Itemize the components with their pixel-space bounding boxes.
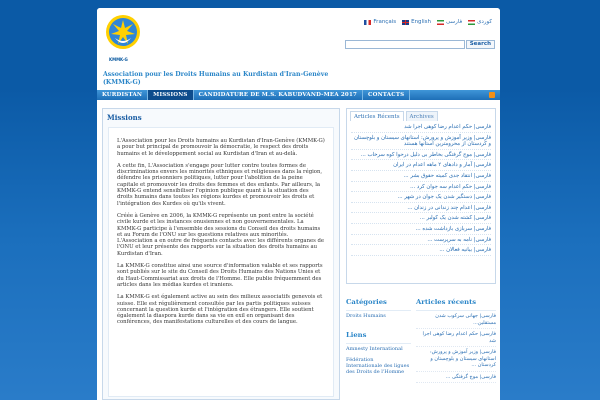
external-link[interactable]: Amnesty International <box>346 346 403 353</box>
widget-title-links: Liens <box>346 329 411 344</box>
list-item[interactable]: فارسی| انتقاد جدی کمیته حقوق بشر ... <box>351 172 491 182</box>
language-ku[interactable] <box>468 19 492 25</box>
list-item[interactable]: فارسی| نامه به سرپرست ... <box>351 236 491 246</box>
page-title: Missions <box>107 113 142 122</box>
header <box>97 8 500 90</box>
list-item[interactable]: فارسی| سربازی بازداشت شده ... <box>351 225 491 235</box>
main-content <box>102 108 340 400</box>
language-label: کوردی <box>477 19 492 25</box>
page <box>97 8 500 400</box>
flag-icon <box>364 20 371 25</box>
paragraph: Créée à Genève en 2006, la KMMK-G représente un pont entre la société civile kurde et les instances onusiennes et non gouvernementales. La KMMK-G participe à l'ensemble des sessions du Conseil des droits humains et au Forum de l'ONU sur les questions relatives aux minorités. L'Association a en outre de fréquents contacts avec les différents organes de l'ONU et leur présente des rapports sur la situation des droits humains au Kurdistan d'Iran. <box>117 212 325 257</box>
flag-icon <box>468 20 475 25</box>
list-item[interactable]: فارسی| آمار و دادهای ۲ ماهه اعدام در ایران <box>351 161 491 171</box>
tab-archives[interactable]: Archives <box>406 111 438 121</box>
flag-icon <box>437 20 444 25</box>
language-label: فارسی <box>445 19 463 25</box>
paragraph: La KMMK-G constitue ainsi une source d'information valable et ses rapports sont publiés sur le site du Conseil des Droits Humains des Nations Unies et du Haut-Commissariat aux droits de l'Homme. Elle publie fréquemment des articles dans les médias kurdes et iraniens. <box>117 263 323 288</box>
external-link[interactable]: Fédération Internationale des ligues des Droits de l'Homme <box>346 356 410 376</box>
language-fr[interactable] <box>364 19 396 25</box>
list-item[interactable]: فارسی| دستگیر شدن یک جوان در شهر ... <box>351 193 491 203</box>
language-fa[interactable] <box>437 19 462 25</box>
widget-title-recent: Articles récents <box>416 296 496 311</box>
list-item[interactable]: فارسی| بیانیه فعالان ... <box>351 246 491 256</box>
kmmk-logo[interactable] <box>105 14 141 57</box>
widget-column-right <box>416 296 496 383</box>
sidebar-recent-articles <box>346 108 496 284</box>
article-list <box>347 121 495 259</box>
recent-article-link[interactable]: فارسی| حکم اعدام رضا کوهی اجرا شد <box>416 329 496 347</box>
category-link[interactable]: Droits Humains <box>346 313 386 319</box>
search-button[interactable]: Search <box>466 40 495 49</box>
site-title[interactable]: Association pour les Droits Humains au Kurdistan d'Iran-Genève (KMMK-G) <box>103 71 329 86</box>
paragraph: La KMMK-G est également active au sein des milieux associatifs genevois et suisse. Elle est régulièrement consultée par les partis politiques suisses concernant la question kurde et l'intégration des étrangers. Elle soutient également la diaspora kurde dans sa vie en exil en organisant des conférences, des manifestations culturelles et des cours de langue. <box>117 294 323 326</box>
list-item[interactable]: فارسی| کشته شدن یک کولبر ... <box>351 214 491 224</box>
recent-article-link[interactable]: فارسی| وزیر آموزش و پرورش: استانهای سیستان و بلوچستان و کردستان ... <box>416 347 496 372</box>
list-item[interactable]: فارسی| حکم اعدام سه جوان کرد ... <box>351 183 491 193</box>
language-label: Français <box>373 19 397 25</box>
article-body <box>108 127 334 397</box>
paragraph: L'Association pour les Droits humains au Kurdistan d'Iran-Genève (KMMK-G) a pour but principal de promouvoir la démocratie, le respect des droits humains et le développement social au Kurdistan d'Iran et au-delà. <box>117 138 325 157</box>
main-nav <box>97 90 500 100</box>
nav-item-candidature[interactable]: CANDIDATURE DE M.S. KABUDVAND-MEA 2017 <box>194 90 363 100</box>
recent-article-link[interactable]: فارسی| موج گرفتگی ... <box>416 372 496 384</box>
sidebar-tabs <box>347 109 495 121</box>
nav-item-kurdistan[interactable]: KURDISTAN <box>97 90 148 100</box>
logo-caption: KMMK-G <box>109 57 128 62</box>
nav-item-missions[interactable]: MISSIONS <box>148 90 193 100</box>
language-switcher <box>364 19 492 25</box>
widgets <box>346 296 496 400</box>
widget-title-categories: Catégories <box>346 296 411 311</box>
search-form <box>345 40 495 49</box>
rss-icon[interactable] <box>489 92 495 98</box>
language-label: English <box>411 19 431 25</box>
tab-recent-articles[interactable]: Articles Récents <box>350 111 404 121</box>
language-en[interactable] <box>402 19 431 25</box>
list-item[interactable]: فارسی| موج گرفتگی بخاطر بی دلیل درحوا کوه سرخاب ... <box>351 151 491 161</box>
paragraph: A cette fin, L'Association s'engage pour lutter contre toutes formes de discriminations envers les minorités ethniques et religieuses dans la région, défendre les prisonniers politiques, lutter pour l'abolition de la peine capitale et promouvoir les droits des femmes et des enfants. Par ailleurs, la KMMK-G entend sensibiliser l'opinion publique quant à la situation des droits humains dans toutes les régions kurdes et promouvoir les droits et l'intégration des Kurdes où qu'ils vivent. <box>117 162 323 207</box>
list-item[interactable]: فارسی| وزیر آموزش و پرورش: استانهای سیستان و بلوچستان و کردستان از محرومترین استانها هستند <box>351 134 491 150</box>
widget-column-left <box>346 296 411 377</box>
list-item[interactable]: فارسی| حکم اعدام رضا کوهی اجرا شد <box>351 123 491 133</box>
search-input[interactable] <box>345 40 465 49</box>
list-item[interactable]: فارسی| اعدام چند زندانی در زندان ... <box>351 204 491 214</box>
recent-article-link[interactable]: فارسی| جهانی سرکوب شدن مستقلین... <box>416 311 496 329</box>
nav-item-contacts[interactable]: CONTACTS <box>363 90 410 100</box>
flag-icon <box>402 20 409 25</box>
